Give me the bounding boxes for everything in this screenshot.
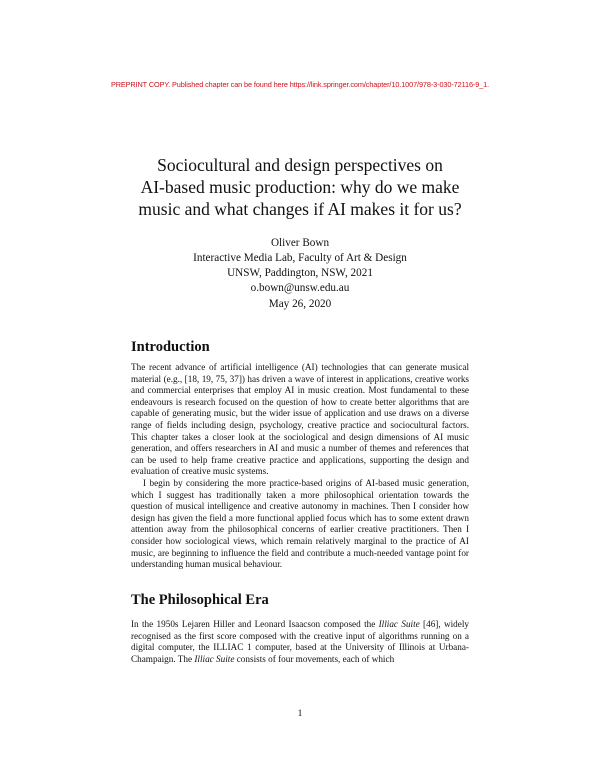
introduction-paragraph-2: I begin by considering the more practice-based origins of AI-based music generation, which I suggest has traditionally taken a more philosophical orientation towards the question of musical intelligence and creative autonomy in machines. Then I consider how design has given the field a more functional applied focus which has to some extent drawn attention away from the philosophical concerns of earlier creative practitioners. Then I consider how sociological views, which remain relatively marginal to the practice of AI music, are beginning to influence the field and contribute a much-needed vantage point for understanding human musical behaviour.: [131, 478, 469, 570]
preprint-notice[interactable]: PREPRINT COPY. Published chapter can be found here https://link.springer.com/chapter/10.1007/978-3-030-72116-9_1.: [110, 80, 490, 89]
author-name: Oliver Bown: [270, 237, 330, 249]
text-span: [46], widely recognised as the first score composed with the creative input of algorithms running on a digital computer, the ILLIAC 1 computer, based at the University of Illinois at Urbana-Champaign. The: [131, 619, 469, 664]
title-line-1: Sociocultural and design perspectives on: [157, 155, 443, 175]
author-block: [100, 236, 500, 296]
work-title-italic: Illiac Suite: [194, 653, 235, 664]
author-address: UNSW, Paddington, NSW, 2021: [227, 267, 373, 279]
section-heading-introduction: Introduction: [131, 339, 210, 355]
work-title-italic: Illiac Suite: [378, 619, 420, 629]
publication-date: May 26, 2020: [268, 298, 332, 310]
introduction-paragraph-1: The recent advance of artificial intelligence (AI) technologies that can generate musical material (e.g., [18, 19, 75, 37]) has driven a wave of interest in applications, creative works and commercial enterprises that employ AI in music creation. Most fundamental to these endeavours is research focused on the question of how to create better algorithms that are capable of generating music, but the wider issue of application and use draws on a diverse range of fields including design, psychology, creative practice and sociocultural factors. This chapter takes a closer look at the sociological and design dimensions of AI music generation, and offers researchers in AI and music a number of themes and references that can be used to help frame creative practice and applications, supporting the design and evaluation of creative music systems.: [131, 362, 469, 477]
title-line-2: AI-based music production: why do we make: [140, 177, 460, 197]
text-span: consists of four movements, each of which: [234, 653, 395, 664]
page-number: 1: [297, 709, 303, 719]
author-affiliation: Interactive Media Lab, Faculty of Art & Design: [193, 252, 407, 264]
philosophical-era-paragraph: [131, 619, 469, 665]
title-line-3: music and what changes if AI makes it for us?: [138, 199, 462, 219]
section-heading-philosophical-era: The Philosophical Era: [131, 592, 269, 608]
paper-title: [100, 154, 500, 220]
author-email: o.bown@unsw.edu.au: [250, 282, 350, 294]
text-span: In the 1950s Lejaren Hiller and Leonard Isaacson composed the: [131, 619, 379, 629]
